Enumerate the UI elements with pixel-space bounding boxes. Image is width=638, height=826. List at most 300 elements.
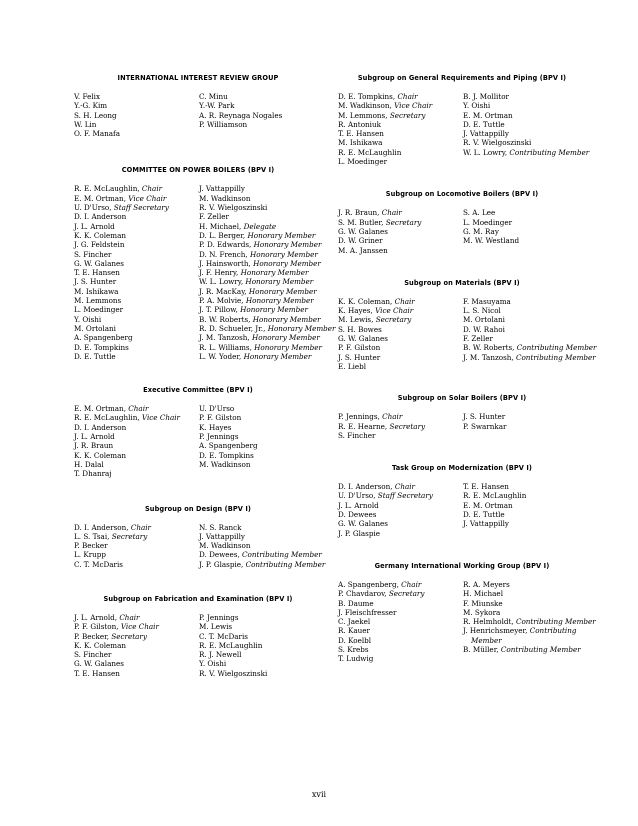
member-name: C. T. McDaris xyxy=(199,631,248,641)
member-role-continued: Member xyxy=(471,635,502,645)
member-entry xyxy=(338,362,463,371)
member-name: A. Spangenberg, xyxy=(338,579,399,589)
member-name: E. M. Ortman, xyxy=(74,193,126,203)
member-entry xyxy=(338,482,463,491)
member-name: K. K. Coleman xyxy=(74,450,126,460)
member-name: E. M. Ortman, xyxy=(74,404,126,414)
member-entry xyxy=(463,129,586,138)
member-name: S. Fincher xyxy=(74,650,112,660)
member-entry xyxy=(338,636,463,645)
member-name: J. G. Feldstein xyxy=(74,240,125,250)
member-entry xyxy=(463,412,586,421)
member-name: M. Lewis, xyxy=(338,315,374,325)
page-number: xvii xyxy=(311,790,327,799)
member-entry xyxy=(74,413,199,422)
member-name: R. L. Williams, xyxy=(199,342,252,352)
member-entry xyxy=(74,460,199,469)
member-role: Honorary Member xyxy=(245,296,314,306)
member-entry xyxy=(74,333,199,342)
member-columns xyxy=(74,522,326,569)
member-entry xyxy=(74,203,199,212)
member-role: Delegate xyxy=(243,221,277,231)
member-entry xyxy=(199,441,322,450)
member-name: M. Ishikawa xyxy=(74,286,119,296)
committee-group xyxy=(338,464,586,538)
member-role: Chair xyxy=(394,482,415,492)
member-role: Honorary Member xyxy=(253,258,321,268)
member-entry xyxy=(199,641,322,650)
member-name: K. K. Coleman, xyxy=(338,296,393,306)
member-role: Secretary xyxy=(111,531,148,541)
member-entry xyxy=(463,519,586,528)
member-name: O. F. Manafa xyxy=(74,129,120,139)
member-entry xyxy=(74,268,199,277)
member-name: P. Swarnkar xyxy=(463,421,507,431)
member-entry xyxy=(463,343,597,353)
member-list xyxy=(338,482,463,538)
member-entry xyxy=(74,315,199,324)
member-name: R. Kauer xyxy=(338,626,370,636)
member-name: D. E. Tuttle xyxy=(463,119,505,129)
group-heading: Subgroup on Fabrication and Examination (BPV I) xyxy=(103,594,293,603)
member-name: A. Spangenberg xyxy=(199,441,258,451)
member-entry xyxy=(199,669,322,678)
member-entry xyxy=(74,343,199,352)
member-entry xyxy=(74,184,199,193)
member-entry xyxy=(463,325,586,334)
member-name: P. Williamson xyxy=(199,119,248,129)
member-name: R. Helmholdt, xyxy=(463,617,514,627)
member-entry xyxy=(338,208,463,217)
member-name: J. Henrichsmeyer, xyxy=(463,626,528,636)
member-name: J. Vattappilly xyxy=(463,519,509,529)
member-name: M. Ortolani xyxy=(463,315,505,325)
member-role: Secretary xyxy=(389,110,426,120)
member-entry xyxy=(74,441,199,450)
member-entry xyxy=(199,101,322,110)
member-entry xyxy=(199,460,322,469)
member-name: C. T. McDaris xyxy=(74,559,123,569)
member-name: D. W. Rahoi xyxy=(463,324,505,334)
member-entry xyxy=(199,120,322,129)
member-name: E. M. Ortman xyxy=(463,110,513,120)
member-entry xyxy=(338,120,463,129)
member-name: Y. Oishi xyxy=(463,101,491,111)
member-entry xyxy=(338,343,463,352)
member-name: S. M. Butler, xyxy=(338,217,384,227)
member-list xyxy=(463,296,597,371)
member-role: Secretary xyxy=(389,421,426,431)
member-entry xyxy=(74,613,199,622)
member-name: B. Daume xyxy=(338,598,374,608)
member-role: Chair xyxy=(394,296,415,306)
member-entry xyxy=(463,589,586,598)
member-entry xyxy=(74,305,199,314)
committee-group xyxy=(74,74,322,138)
committee-group xyxy=(338,190,586,254)
member-name: F. Miunske xyxy=(463,598,503,608)
member-entry xyxy=(199,231,322,240)
member-name: S. Krebs xyxy=(338,644,369,654)
left-column xyxy=(74,74,336,678)
committee-group xyxy=(74,504,326,569)
member-role: Chair xyxy=(381,208,402,218)
member-role: Chair xyxy=(401,579,422,589)
member-entry xyxy=(199,222,322,231)
member-entry xyxy=(199,277,322,286)
member-list xyxy=(463,482,586,538)
member-role: Honorary Member xyxy=(245,277,314,287)
member-name: J. L. Arnold xyxy=(74,432,115,442)
member-entry xyxy=(74,641,199,650)
member-entry xyxy=(463,510,586,519)
member-role: Honorary Member xyxy=(254,342,322,352)
member-name: P. Becker xyxy=(74,541,108,551)
member-name: A. R. Reynaga Nogales xyxy=(199,110,283,120)
member-role: Contributing Member xyxy=(515,617,596,627)
member-name: T. E. Hansen xyxy=(463,482,509,492)
member-name: B. Müller, xyxy=(463,644,499,654)
member-columns xyxy=(74,613,322,678)
member-entry xyxy=(74,669,199,678)
member-entry xyxy=(338,491,463,500)
member-name: Y. Oishi xyxy=(199,659,227,669)
member-entry xyxy=(463,306,586,315)
member-name: M. A. Janssen xyxy=(338,245,388,255)
member-entry xyxy=(463,501,586,510)
member-entry xyxy=(74,277,199,286)
member-entry xyxy=(74,432,199,441)
member-role: Chair xyxy=(397,92,418,101)
member-name: F. Zeller xyxy=(463,334,493,344)
member-entry xyxy=(199,240,322,249)
member-entry xyxy=(199,268,322,277)
member-columns xyxy=(74,92,322,138)
member-name: Y.-W. Park xyxy=(199,101,235,111)
member-name: M. Ishikawa xyxy=(338,138,383,148)
member-entry xyxy=(74,404,199,413)
member-entry xyxy=(74,423,199,432)
member-entry xyxy=(463,482,586,491)
member-name: R. J. Newell xyxy=(199,650,242,660)
member-entry xyxy=(463,491,586,500)
member-name: J. Vattappilly xyxy=(199,184,245,194)
member-entry xyxy=(199,413,322,422)
member-list xyxy=(463,92,590,166)
member-name: V. Felix xyxy=(74,92,100,101)
member-entry xyxy=(463,138,586,147)
member-name: P. Becker, xyxy=(74,631,110,641)
member-entry xyxy=(463,626,586,645)
member-entry xyxy=(74,550,199,559)
member-name: G. M. Ray xyxy=(463,226,499,236)
member-role: Honorary Member xyxy=(247,230,316,240)
member-list xyxy=(463,208,586,254)
member-entry xyxy=(74,532,199,541)
member-entry xyxy=(74,324,199,333)
member-entry xyxy=(338,589,463,598)
member-name: U. D'Urso xyxy=(199,404,235,414)
member-entry xyxy=(199,203,322,212)
member-entry xyxy=(74,92,199,101)
member-name: R. V. Wielgoszinski xyxy=(199,668,268,678)
member-name: M. W. Westland xyxy=(463,236,520,246)
committee-group xyxy=(338,394,586,440)
member-entry xyxy=(338,431,463,440)
member-list xyxy=(74,404,199,478)
member-role: Contributing Member xyxy=(245,559,326,569)
group-heading: Subgroup on Locomotive Boilers (BPV I) xyxy=(385,190,539,199)
member-entry xyxy=(74,541,199,550)
member-name: D. L. Berger, xyxy=(199,230,246,240)
member-name: L. S. Tsai, xyxy=(74,531,110,541)
member-entry xyxy=(74,120,199,129)
member-role: Honorary Member xyxy=(248,286,317,296)
member-name: G. W. Galanes xyxy=(338,519,388,529)
member-columns xyxy=(338,579,596,664)
member-name: C. Jaekel xyxy=(338,617,371,627)
member-name: T. Dhanraj xyxy=(74,469,112,479)
member-entry xyxy=(338,529,463,538)
member-role: Chair xyxy=(128,404,149,414)
member-name: D. E. Tompkins xyxy=(74,342,129,352)
member-role: Honorary Member xyxy=(267,323,336,333)
member-entry xyxy=(199,622,322,631)
member-name: R. E. McLaughlin, xyxy=(74,413,140,423)
member-entry xyxy=(199,541,322,550)
member-name: D. Dewees, xyxy=(199,550,240,560)
member-role: Chair xyxy=(130,522,151,532)
member-name: H. Michael xyxy=(463,589,503,599)
member-list xyxy=(463,412,586,440)
member-entry xyxy=(199,650,322,659)
member-role: Vice Chair xyxy=(375,306,414,316)
member-entry xyxy=(74,222,199,231)
member-entry xyxy=(338,626,463,635)
member-name: T. E. Hansen xyxy=(74,268,120,278)
member-entry xyxy=(338,111,463,120)
member-name: B. J. Mollitor xyxy=(463,92,509,101)
member-name: J. P. Glaspie, xyxy=(199,559,244,569)
member-name: G. W. Galanes xyxy=(338,334,388,344)
member-columns xyxy=(338,92,590,167)
member-name: J. R. Braun, xyxy=(338,208,380,218)
committee-group xyxy=(74,386,322,478)
member-entry xyxy=(199,352,322,361)
member-name: P. A. Molvie, xyxy=(199,296,244,306)
member-entry xyxy=(199,333,322,342)
member-entry xyxy=(74,240,199,249)
member-entry xyxy=(338,101,463,110)
right-column xyxy=(338,74,597,664)
member-name: M. Wadkinson xyxy=(199,193,251,203)
member-name: A. Spangenberg xyxy=(74,333,133,343)
member-entry xyxy=(463,101,586,110)
committee-group xyxy=(74,595,322,678)
member-name: H. Dalal xyxy=(74,459,104,469)
member-entry xyxy=(338,510,463,519)
member-name: W. L. Lowry, xyxy=(463,147,508,157)
committee-group xyxy=(338,561,596,664)
member-name: C. Minu xyxy=(199,92,228,101)
member-name: D. E. Tompkins, xyxy=(338,92,396,101)
member-entry xyxy=(463,120,586,129)
member-role: Vice Chair xyxy=(128,193,167,203)
member-entry xyxy=(338,227,463,236)
member-entry xyxy=(199,92,322,101)
member-entry xyxy=(463,334,586,343)
member-name: B. W. Roberts, xyxy=(199,314,251,324)
member-entry xyxy=(338,306,463,315)
member-name: B. W. Roberts, xyxy=(463,343,515,353)
member-entry xyxy=(463,236,586,245)
member-name: K. K. Coleman xyxy=(74,230,126,240)
member-name: R. D. Schueler, Jr., xyxy=(199,323,266,333)
member-name: J. Vattappilly xyxy=(463,129,509,139)
member-name: L. Krupp xyxy=(74,550,106,560)
member-entry xyxy=(199,451,322,460)
member-entry xyxy=(199,184,322,193)
member-entry xyxy=(74,231,199,240)
member-entry xyxy=(463,297,586,306)
member-entry xyxy=(199,343,322,352)
member-columns xyxy=(338,482,586,538)
member-name: R. E. McLaughlin xyxy=(338,147,402,157)
member-columns xyxy=(338,208,586,254)
member-entry xyxy=(74,287,199,296)
member-role: Honorary Member xyxy=(250,249,318,259)
member-name: R. Antoniuk xyxy=(338,119,381,129)
member-name: M. Lewis xyxy=(199,622,233,632)
member-entry xyxy=(463,599,586,608)
member-entry xyxy=(199,305,322,314)
member-name: P. F. Gilston, xyxy=(74,622,119,632)
member-name: W. L. Lowry, xyxy=(199,277,244,287)
member-name: R. E. McLaughlin, xyxy=(74,184,140,194)
group-heading: Germany International Working Group (BPV I) xyxy=(374,561,550,570)
member-name: J. L. Arnold xyxy=(74,221,115,231)
member-entry xyxy=(338,297,463,306)
member-name: J. S. Hunter xyxy=(463,412,506,422)
member-entry xyxy=(199,250,322,259)
committee-group xyxy=(338,278,597,371)
member-entry xyxy=(338,608,463,617)
member-columns xyxy=(338,412,586,440)
member-entry xyxy=(338,422,463,431)
member-name: M. Wadkinson, xyxy=(338,101,392,111)
member-name: S. Fincher xyxy=(74,249,112,259)
member-name: K. K. Coleman xyxy=(74,640,126,650)
member-entry xyxy=(199,404,322,413)
member-name: P. F. Gilston xyxy=(199,413,242,423)
member-entry xyxy=(74,523,199,532)
member-name: D. Koelbl xyxy=(338,635,372,645)
member-entry xyxy=(338,654,463,663)
member-entry xyxy=(199,659,322,668)
member-columns xyxy=(74,404,322,478)
member-entry xyxy=(74,560,199,569)
member-entry xyxy=(199,550,322,559)
member-entry xyxy=(463,645,586,654)
member-name: N. S. Ranck xyxy=(199,522,242,532)
member-name: J. P. Glaspie xyxy=(338,528,381,538)
member-role: Honorary Member xyxy=(243,351,312,361)
member-name: K. Hayes xyxy=(199,422,232,432)
member-name: L. Moedinger xyxy=(74,305,124,315)
member-name: F. Masuyama xyxy=(463,296,511,306)
member-role: Contributing xyxy=(529,626,577,636)
member-entry xyxy=(199,212,322,221)
member-role: Staff Secretary xyxy=(113,203,169,213)
member-entry xyxy=(338,148,463,157)
member-entry xyxy=(463,227,586,236)
member-name: T. E. Hansen xyxy=(74,668,120,678)
member-entry xyxy=(199,559,326,569)
member-name: J. F. Henry, xyxy=(199,268,239,278)
member-name: P. F. Gilston xyxy=(338,343,381,353)
member-name: R. A. Meyers xyxy=(463,579,510,589)
member-entry xyxy=(338,334,463,343)
member-entry xyxy=(199,323,336,333)
member-entry xyxy=(338,218,463,227)
member-entry xyxy=(199,194,322,203)
member-entry xyxy=(338,599,463,608)
member-name: J. T. Pillow, xyxy=(199,305,238,315)
member-name: J. M. Tanzosh, xyxy=(199,333,250,343)
member-role: Contributing Member xyxy=(500,644,581,654)
member-name: R. V. Wielgoszinski xyxy=(463,138,532,148)
member-name: S. H. Bowes xyxy=(338,324,382,334)
group-heading: Subgroup on Solar Boilers (BPV I) xyxy=(397,394,527,403)
member-role: Honorary Member xyxy=(252,314,321,324)
group-heading: INTERNATIONAL INTEREST REVIEW GROUP xyxy=(117,74,279,82)
member-entry xyxy=(338,501,463,510)
member-entry xyxy=(74,101,199,110)
member-list xyxy=(199,92,322,138)
member-entry xyxy=(199,423,322,432)
member-name: R. E. McLaughlin xyxy=(463,491,527,501)
member-list xyxy=(338,412,463,440)
member-list xyxy=(74,184,199,361)
member-name: P. Jennings xyxy=(199,612,239,622)
member-role: Secretary xyxy=(388,589,425,599)
member-role: Contributing Member xyxy=(516,343,597,353)
member-entry xyxy=(199,432,322,441)
member-entry xyxy=(74,659,199,668)
committee-group xyxy=(74,166,336,361)
member-name: D. W. Griner xyxy=(338,236,383,246)
member-role: Staff Secretary xyxy=(377,491,433,501)
member-entry xyxy=(338,157,463,166)
member-entry xyxy=(338,92,463,101)
member-name: G. W. Galanes xyxy=(74,659,124,669)
member-entry xyxy=(74,352,199,361)
member-entry xyxy=(199,632,322,641)
member-name: J. Hainsworth, xyxy=(199,258,251,268)
member-name: E. Liebl xyxy=(338,361,367,371)
member-name: J. L. Arnold, xyxy=(74,612,118,622)
member-list xyxy=(74,613,199,678)
member-name: U. D'Urso, xyxy=(338,491,376,501)
member-role: Vice Chair xyxy=(141,413,180,423)
member-entry xyxy=(463,580,586,589)
group-heading: Subgroup on Design (BPV I) xyxy=(144,504,252,513)
member-name: J. S. Hunter xyxy=(74,277,117,287)
member-name: T. Ludwig xyxy=(338,654,374,664)
member-entry xyxy=(199,532,322,541)
member-name: J. S. Hunter xyxy=(338,352,381,362)
member-name: L. Moedinger xyxy=(338,157,388,167)
